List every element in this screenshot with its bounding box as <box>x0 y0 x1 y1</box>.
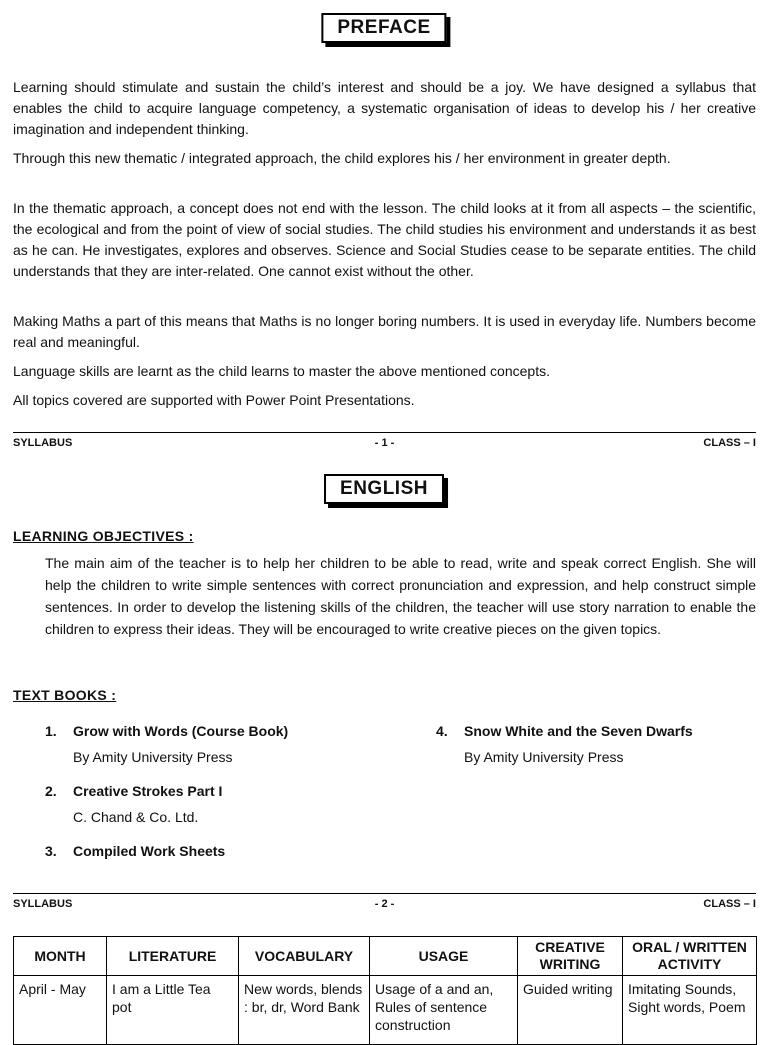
footer-syllabus-label: SYLLABUS <box>13 898 73 910</box>
table-row <box>14 976 757 1045</box>
book-title: Snow White and the Seven Dwarfs <box>464 723 693 739</box>
preface-paragraph-5: Language skills are learnt as the child learns to master the above mentioned concepts. <box>13 363 550 379</box>
footer-class-label: CLASS – I <box>703 898 756 910</box>
footer-class-label: CLASS – I <box>703 437 756 449</box>
book-title: Creative Strokes Part I <box>73 783 223 799</box>
book-number: 1. <box>45 723 57 739</box>
preface-paragraph-6: All topics covered are supported with Power Point Presentations. <box>13 392 415 408</box>
footer-page-number: - 2 - <box>374 898 395 910</box>
book-publisher: C. Chand & Co. Ltd. <box>73 809 199 825</box>
cell-creative-writing: Guided writing <box>518 976 623 1045</box>
preface-paragraph-1: Learning should stimulate and sustain the child’s interest and should be a joy. We have designed a syllabus that enables the child to acquire language competency, a systematic organisation of ideas to develop his / her creative imagination and independent thinking. <box>13 79 756 137</box>
col-header-usage: USAGE <box>370 937 518 976</box>
divider <box>13 893 756 894</box>
col-header-creative-writing: CREATIVE WRITING <box>518 937 623 976</box>
book-number: 2. <box>45 783 57 799</box>
col-header-oral-written-activity: ORAL / WRITTEN ACTIVITY <box>623 937 757 976</box>
cell-month: April - May <box>14 976 107 1045</box>
footer-syllabus-label: SYLLABUS <box>13 437 73 449</box>
text-books-heading: TEXT BOOKS : <box>13 687 117 703</box>
cell-literature: I am a Little Tea pot <box>107 976 239 1045</box>
cell-usage: Usage of a and an, Rules of sentence construction <box>370 976 518 1045</box>
col-header-vocabulary: VOCABULARY <box>239 937 370 976</box>
page-footer-2 <box>13 898 756 912</box>
book-number: 4. <box>436 723 448 739</box>
cell-vocabulary: New words, blends : br, dr, Word Bank <box>239 976 370 1045</box>
preface-paragraph-2: Through this new thematic / integrated approach, the child explores his / her environment in greater depth. <box>13 150 671 166</box>
syllabus-table <box>13 936 757 1045</box>
cell-activity: Imitating Sounds, Sight words, Poem <box>623 976 757 1045</box>
book-publisher: By Amity University Press <box>464 749 624 765</box>
english-title: ENGLISH <box>324 474 444 504</box>
col-header-month: MONTH <box>14 937 107 976</box>
learning-objectives-heading: LEARNING OBJECTIVES : <box>13 528 194 544</box>
book-number: 3. <box>45 843 57 859</box>
book-publisher: By Amity University Press <box>73 749 233 765</box>
col-header-literature: LITERATURE <box>107 937 239 976</box>
book-title: Grow with Words (Course Book) <box>73 723 289 739</box>
preface-title: PREFACE <box>321 13 446 43</box>
book-title: Compiled Work Sheets <box>73 843 226 859</box>
preface-paragraph-3: In the thematic approach, a concept does not end with the lesson. The child looks at it from all aspects – the scientific, the ecological and from the point of view of social studies. The child studies his environment and understands it as best as he can. He investigates, explores and observes. Science and Social Studies cease to be separate entities. The child understands that they are inter-related. One cannot exist without the other. <box>13 200 756 279</box>
footer-page-number: - 1 - <box>374 437 395 449</box>
page-footer-1 <box>13 437 756 451</box>
table-header-row <box>14 937 757 976</box>
divider <box>13 432 756 433</box>
preface-paragraph-4: Making Maths a part of this means that Maths is no longer boring numbers. It is used in everyday life. Numbers become real and meaningful. <box>13 313 756 350</box>
learning-objectives-text: The main aim of the teacher is to help her children to be able to read, write and speak correct English. She will help the children to write simple sentences with correct pronunciation and expression, and help construct simple sentences. In order to develop the listening skills of the children, the teacher will use story narration to enable the children to express their ideas. They will be encouraged to write creative pieces on the given topics. <box>45 555 756 637</box>
